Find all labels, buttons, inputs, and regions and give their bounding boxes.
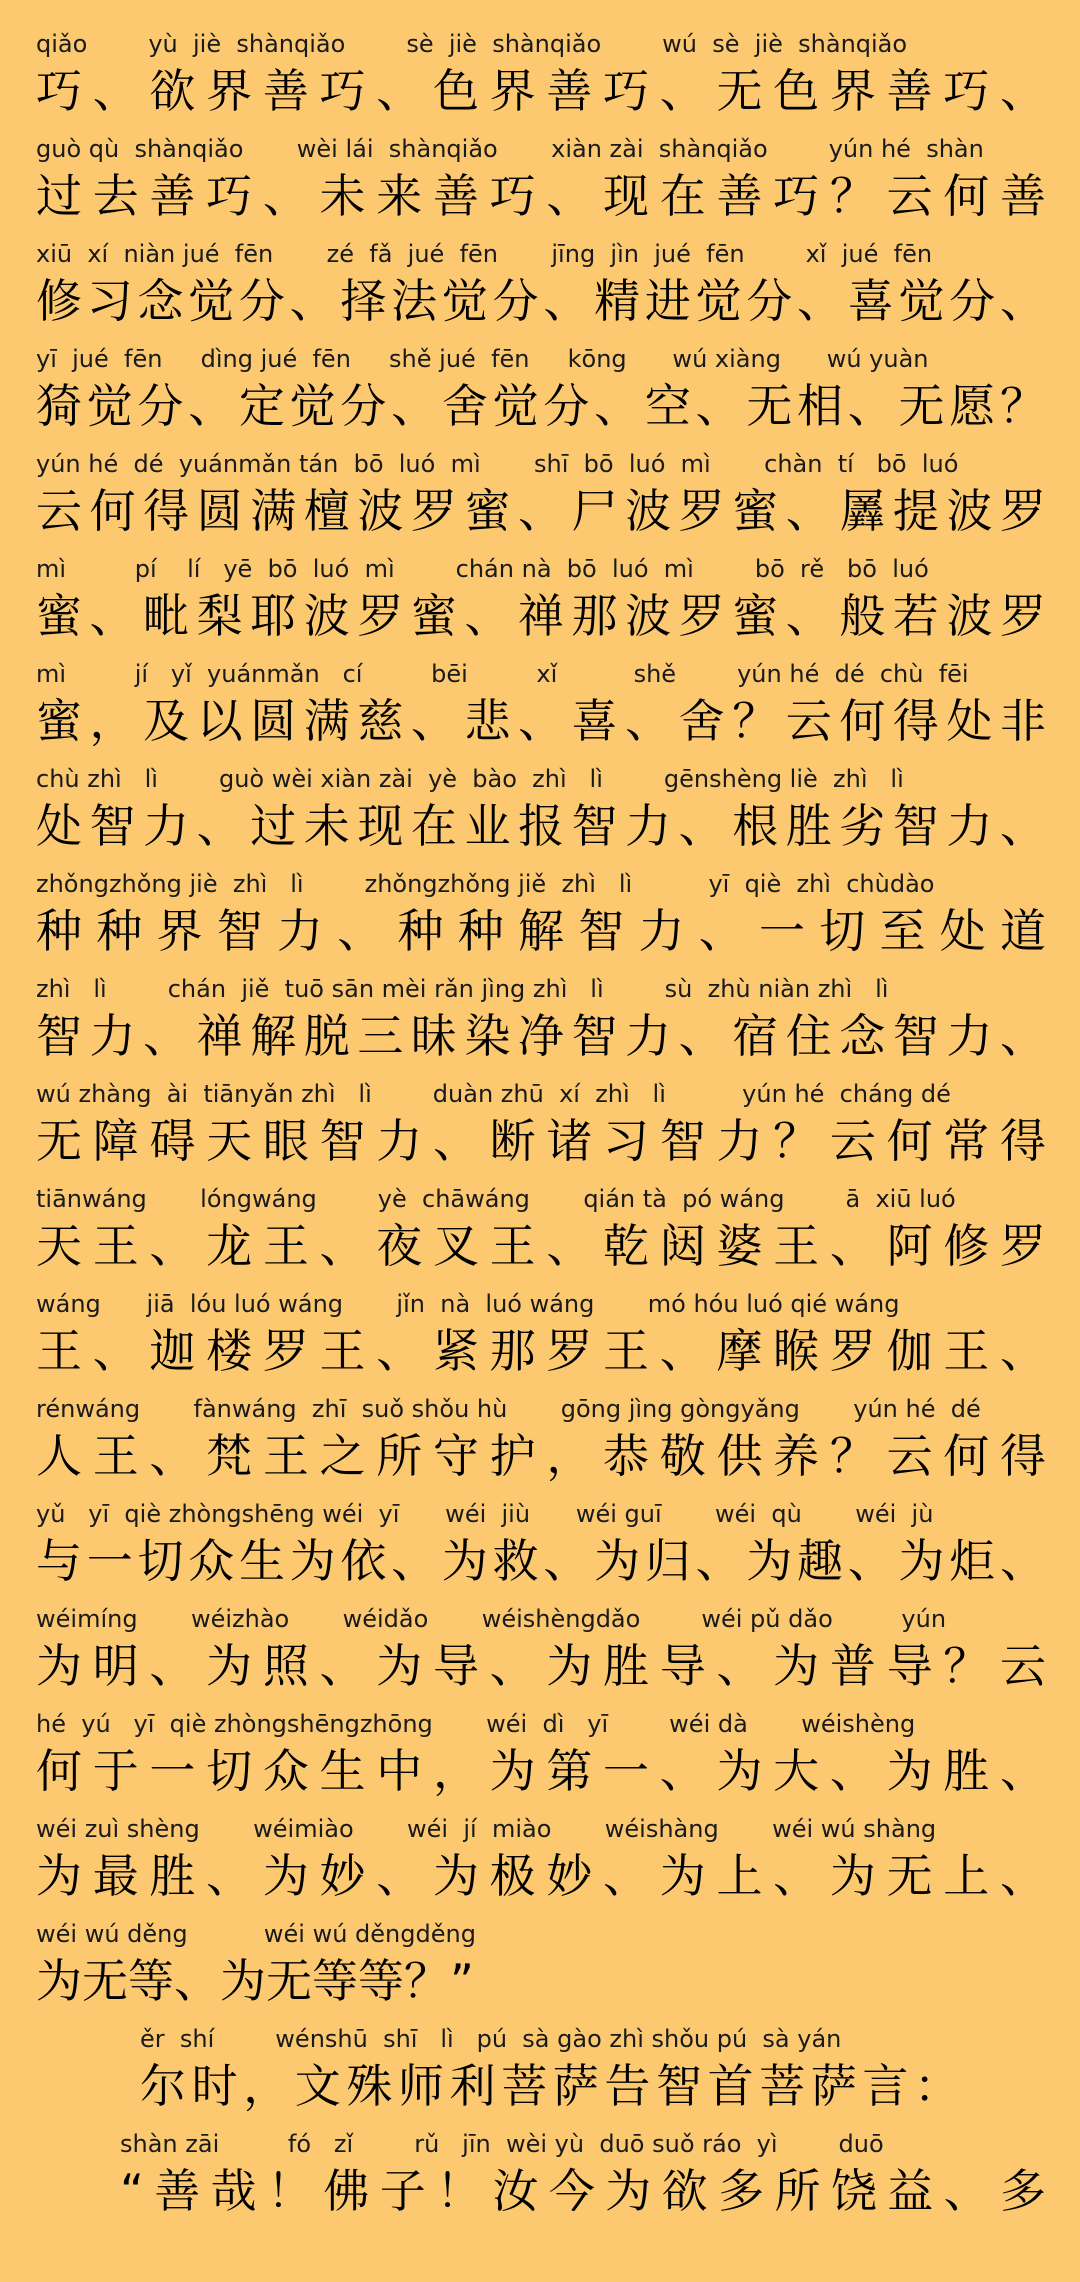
pinyin-line: zhì lì chán jiě tuō sān mèi rǎn jìng zhì lì sù zhù niàn zhì lì [36,975,889,1003]
hanzi-line: 蜜，及以圆满慈、悲、喜、舍？云何得处非 [36,694,1046,748]
text-line [0,866,1080,970]
text-line [0,1496,1080,1600]
text-line [0,1601,1080,1705]
hanzi-line: 种种界智力、种种解智力、一切至处道 [36,904,1046,958]
pinyin-line: yún hé dé yuánmǎn tán bō luó mì shī bō luó mì chàn tí bō luó [36,450,959,478]
hanzi-line: 为无等、为无等等？” [36,1954,474,2008]
text-line [0,446,1080,550]
hanzi-line: 王、迦楼罗王、紧那罗王、摩睺罗伽王、 [36,1324,1046,1378]
hanzi-line: 智力、禅解脱三昧染净智力、宿住念智力、 [36,1009,1046,1063]
pinyin-line: yǔ yī qiè zhòngshēng wéi yī wéi jiù wéi guī wéi qù wéi jù [36,1500,934,1528]
hanzi-line: 为最胜、为妙、为极妙、为上、为无上、 [36,1849,1046,1903]
pinyin-line: tiānwáng lóngwáng yè chāwáng qián tà pó wáng ā xiū luó [36,1185,956,1213]
pinyin-line: shàn zāi fó zǐ rǔ jīn wèi yù duō suǒ ráo yì duō [120,2130,884,2158]
pinyin-line: qiǎo yù jiè shànqiǎo sè jiè shànqiǎo wú sè jiè shànqiǎo [36,30,908,58]
text-line [0,26,1080,130]
pinyin-line: hé yú yī qiè zhòngshēngzhōng wéi dì yī wéi dà wéishèng [36,1710,916,1738]
hanzi-line: 何于一切众生中，为第一、为大、为胜、 [36,1744,1046,1798]
text-line [0,1076,1080,1180]
hanzi-line: 过去善巧、未来善巧、现在善巧？云何善 [36,169,1046,223]
text-line [0,1706,1080,1810]
pinyin-line: wéi wú děng wéi wú děngděng [36,1920,476,1948]
text-line [0,131,1080,235]
pinyin-line: yī jué fēn dìng jué fēn shě jué fēn kōng wú xiàng wú yuàn [36,345,929,373]
hanzi-line: 无障碍天眼智力、断诸习智力？云何常得 [36,1114,1046,1168]
text-line [0,236,1080,340]
pinyin-line: ěr shí wénshū shī lì pú sà gào zhì shǒu pú sà yán [140,2025,842,2053]
pinyin-line: wáng jiā lóu luó wáng jǐn nà luó wáng mó hóu luó qié wáng [36,1290,900,1318]
hanzi-line: 人王、梵王之所守护，恭敬供养？云何得 [36,1429,1046,1483]
pinyin-line: chù zhì lì guò wèi xiàn zài yè bào zhì lì gēnshèng liè zhì lì [36,765,904,793]
pinyin-line: zhǒngzhǒng jiè zhì lì zhǒngzhǒng jiě zhì lì yī qiè zhì chùdào [36,870,935,898]
text-line [0,971,1080,1075]
hanzi-line: 云何得圆满檀波罗蜜、尸波罗蜜、羼提波罗 [36,484,1046,538]
pinyin-line: guò qù shànqiǎo wèi lái shànqiǎo xiàn zài shànqiǎo yún hé shàn [36,135,984,163]
text-line [0,2126,1080,2230]
pinyin-line: xiū xí niàn jué fēn zé fǎ jué fēn jīng jìn jué fēn xǐ jué fēn [36,240,933,268]
hanzi-line: 巧、欲界善巧、色界善巧、无色界善巧、 [36,64,1046,118]
pinyin-line: rénwáng fànwáng zhī suǒ shǒu hù gōng jìng gòngyǎng yún hé dé [36,1395,981,1423]
hanzi-line: 尔时，文殊师利菩萨告智首菩萨言： [140,2059,960,2113]
pinyin-line: wéimíng wéizhào wéidǎo wéishèngdǎo wéi pǔ dǎo yún [36,1605,947,1633]
hanzi-line: 与一切众生为依、为救、为归、为趣、为炬、 [36,1534,1046,1588]
hanzi-line: 蜜、毗梨耶波罗蜜、禅那波罗蜜、般若波罗 [36,589,1046,643]
pinyin-line: wú zhàng ài tiānyǎn zhì lì duàn zhū xí zhì lì yún hé cháng dé [36,1080,951,1108]
hanzi-line: 为明、为照、为导、为胜导、为普导？云 [36,1639,1046,1693]
text-line [0,656,1080,760]
text-line [0,2021,1080,2125]
hanzi-line: 处智力、过未现在业报智力、根胜劣智力、 [36,799,1046,853]
hanzi-line: 修习念觉分、择法觉分、精进觉分、喜觉分、 [36,274,1046,328]
hanzi-line: 猗觉分、定觉分、舍觉分、空、无相、无愿？ [36,379,1046,433]
text-line [0,1181,1080,1285]
text-line [0,1916,1080,2020]
text-line [0,551,1080,655]
text-line [0,1391,1080,1495]
text-line [0,341,1080,445]
text-line [0,761,1080,865]
text-line [0,1811,1080,1915]
hanzi-line: “善哉！佛子！汝今为欲多所饶益、多 [120,2164,1046,2218]
hanzi-line: 天王、龙王、夜叉王、乾闼婆王、阿修罗 [36,1219,1046,1273]
pinyin-line: wéi zuì shèng wéimiào wéi jí miào wéishàng wéi wú shàng [36,1815,937,1843]
pinyin-line: mì pí lí yē bō luó mì chán nà bō luó mì bō rě bō luó [36,555,929,583]
text-line [0,1286,1080,1390]
pinyin-line: mì jí yǐ yuánmǎn cí bēi xǐ shě yún hé dé chù fēi [36,660,969,688]
